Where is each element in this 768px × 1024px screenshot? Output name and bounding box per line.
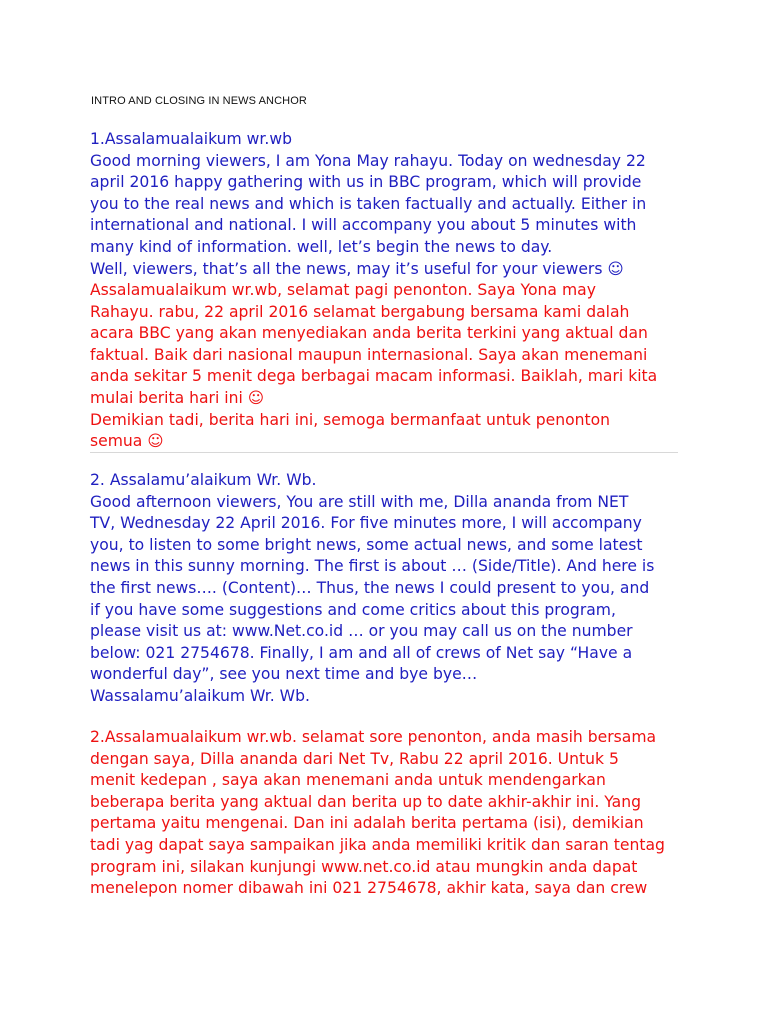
section1-indonesian-line: acara BBC yang akan menyediakan anda berita terkini yang aktual dan xyxy=(90,324,648,343)
section2-english-line: you, to listen to some bright news, some actual news, and some latest xyxy=(90,535,643,554)
section1-english-line: april 2016 happy gathering with us in BBC program, which will provide xyxy=(90,173,642,192)
section2-english-line: wonderful day”, see you next time and bye bye… xyxy=(90,665,478,684)
section2-indonesian-line: program ini, silakan kunjungi www.net.co.id atau mungkin anda dapat xyxy=(90,857,638,876)
section2-english-line: news in this sunny morning. The first is about … (Side/Title). And here is xyxy=(90,557,655,576)
section2-indonesian-block xyxy=(90,727,690,900)
section1-english-line: many kind of information. well, let’s begin the news to day. xyxy=(90,237,553,256)
section2-english-line: the first news…. (Content)… Thus, the news I could present to you, and xyxy=(90,578,650,597)
section2-english-line: Good afternoon viewers, You are still with me, Dilla ananda from NET xyxy=(90,492,629,511)
section2-english-line: please visit us at: www.Net.co.id … or you may call us on the number xyxy=(90,622,633,641)
section1-english-line: Good morning viewers, I am Yona May rahayu. Today on wednesday 22 xyxy=(90,151,646,170)
section2-english-block xyxy=(90,470,690,708)
section2-indonesian-line: menelepon nomer dibawah ini 021 2754678, akhir kata, saya dan crew xyxy=(90,879,648,898)
section1-indonesian-block xyxy=(90,280,690,453)
section2-english-line: below: 021 2754678. Finally, I am and all of crews of Net say “Have a xyxy=(90,643,633,662)
section1-indonesian-line: Rahayu. rabu, 22 april 2016 selamat bergabung bersama kami dalah xyxy=(90,302,630,321)
section2-indonesian-line: pertama yaitu mengenai. Dan ini adalah berita pertama (isi), demikian xyxy=(90,814,644,833)
section1-indonesian-line: semua ☺ xyxy=(90,432,164,451)
section2-english-line: Wassalamu’alaikum Wr. Wb. xyxy=(90,686,310,705)
section1-indonesian-line: mulai berita hari ini ☺ xyxy=(90,388,265,407)
section2-indonesian-line: 2.Assalamualaikum wr.wb. selamat sore penonton, anda masih bersama xyxy=(90,728,657,746)
section1-english-line: you to the real news and which is taken factually and actually. Either in xyxy=(90,194,647,213)
section1-english-line: 1.Assalamualaikum wr.wb xyxy=(90,130,293,148)
section2-indonesian-line: tadi yag dapat saya sampaikan jika anda memiliki kritik dan saran tentag xyxy=(90,835,665,854)
section-divider xyxy=(90,452,678,453)
section2-english-line: if you have some suggestions and come critics about this program, xyxy=(90,600,616,619)
section2-english-line: TV, Wednesday 22 April 2016. For five minutes more, I will accompany xyxy=(90,514,642,533)
document-heading: INTRO AND CLOSING IN NEWS ANCHOR xyxy=(91,95,307,107)
section2-english-line: 2. Assalamu’alaikum Wr. Wb. xyxy=(90,471,317,489)
section1-english-line: international and national. I will accompany you about 5 minutes with xyxy=(90,216,637,235)
section1-indonesian-line: anda sekitar 5 menit dega berbagai macam informasi. Baiklah, mari kita xyxy=(90,367,658,386)
section2-indonesian-line: dengan saya, Dilla ananda dari Net Tv, Rabu 22 april 2016. Untuk 5 xyxy=(90,749,619,768)
section2-indonesian-line: menit kedepan , saya akan menemani anda untuk mendengarkan xyxy=(90,771,606,790)
section2-indonesian-line: beberapa berita yang aktual dan berita up to date akhir-akhir ini. Yang xyxy=(90,792,641,811)
section1-indonesian-line: Assalamualaikum wr.wb, selamat pagi penonton. Saya Yona may xyxy=(90,281,596,299)
section1-indonesian-line: Demikian tadi, berita hari ini, semoga bermanfaat untuk penonton xyxy=(90,410,611,429)
section1-english-block xyxy=(90,129,690,280)
section1-indonesian-line: faktual. Baik dari nasional maupun internasional. Saya akan menemani xyxy=(90,345,648,364)
section1-english-line: Well, viewers, that’s all the news, may it’s useful for your viewers ☺ xyxy=(90,259,624,278)
